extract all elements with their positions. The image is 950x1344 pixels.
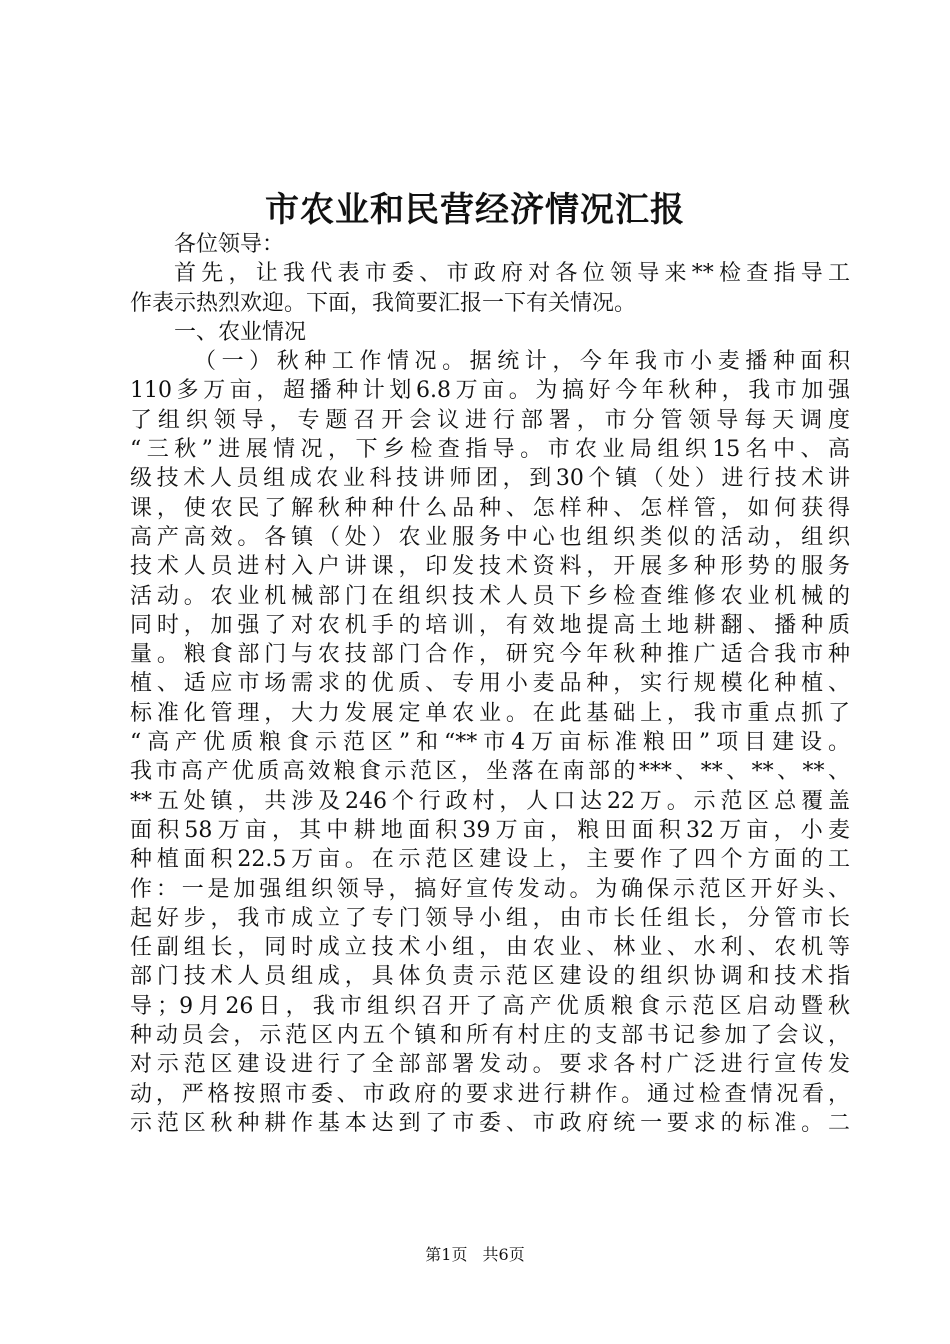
- paragraph-line: 对示范区建设进行了全部部署发动。要求各村广泛进行宣传发: [130, 1052, 850, 1078]
- paragraph-line: 了组织领导，专题召开会议进行部署，市分管领导每天调度: [130, 407, 850, 433]
- document-title: 市农业和民营经济情况汇报: [265, 190, 685, 230]
- salutation-line: 各位领导：: [174, 232, 285, 257]
- paragraph-line: 面积58万亩，其中耕地面积39万亩，粮田面积32万亩，小麦: [130, 817, 850, 843]
- paragraph-line: 示范区秋种耕作基本达到了市委、市政府统一要求的标准。二: [130, 1110, 850, 1136]
- paragraph-line: 作：一是加强组织领导，搞好宣传发动。为确保示范区开好头、: [130, 876, 850, 902]
- page-total: 共6页: [482, 1245, 525, 1264]
- paragraph-line: 任副组长，同时成立技术小组，由农业、林业、水利、农机等: [130, 935, 850, 961]
- paragraph-line: 技术人员进村入户讲课，印发技术资料，开展多种形势的服务: [130, 554, 850, 580]
- paragraph-line: 起好步，我市成立了专门领导小组，由市长任组长，分管市长: [130, 905, 850, 931]
- paragraph-line: 作表示热烈欢迎。下面，我简要汇报一下有关情况。: [130, 290, 637, 316]
- paragraph-line: 我市高产优质高效粮食示范区，坐落在南部的***、**、**、**、: [130, 759, 850, 785]
- page-footer: [0, 1244, 950, 1266]
- paragraph-line: （一）秋种工作情况。据统计，今年我市小麦播种面积: [194, 349, 850, 375]
- paragraph-line: 110多万亩，超播种计划6.8万亩。为搞好今年秋种，我市加强: [130, 378, 850, 404]
- paragraph-line: “高产优质粮食示范区”和“**市4万亩标准粮田”项目建设。: [130, 730, 850, 756]
- paragraph-line: 课，使农民了解秋种种什么品种、怎样种、怎样管，如何获得: [130, 495, 850, 521]
- paragraph-line: 部门技术人员组成，具体负责示范区建设的组织协调和技术指: [130, 964, 850, 990]
- paragraph-line: **五处镇，共涉及246个行政村，人口达22万。示范区总覆盖: [130, 788, 850, 814]
- paragraph-line: 高产高效。各镇（处）农业服务中心也组织类似的活动，组织: [130, 524, 850, 550]
- document-body: [130, 230, 850, 1138]
- section-heading: 一、农业情况: [174, 319, 307, 345]
- paragraph-line: 级技术人员组成农业科技讲师团，到30个镇（处）进行技术讲: [130, 466, 850, 492]
- paragraph-line: 种动员会，示范区内五个镇和所有村庄的支部书记参加了会议，: [130, 1023, 850, 1049]
- paragraph-line: 活动。农业机械部门在组织技术人员下乡检查维修农业机械的: [130, 583, 850, 609]
- paragraph-line: 首先，让我代表市委、市政府对各位领导来**检查指导工: [174, 261, 850, 287]
- paragraph-line: “三秋”进展情况，下乡检查指导。市农业局组织15名中、高: [130, 437, 850, 463]
- paragraph-line: 同时，加强了对农机手的培训，有效地提高土地耕翻、播种质: [130, 612, 850, 638]
- paragraph-line: 量。粮食部门与农技部门合作，研究今年秋种推广适合我市种: [130, 642, 850, 668]
- page-number: 第1页: [425, 1245, 468, 1264]
- paragraph-line: 植、适应市场需求的优质、专用小麦品种，实行规模化种植、: [130, 671, 850, 697]
- paragraph-line: 标准化管理，大力发展定单农业。在此基础上，我市重点抓了: [130, 700, 850, 726]
- paragraph-line: 种植面积22.5万亩。在示范区建设上，主要作了四个方面的工: [130, 847, 850, 873]
- paragraph-line: 动，严格按照市委、市政府的要求进行耕作。通过检查情况看，: [130, 1081, 850, 1107]
- paragraph-line: 导；9月26日，我市组织召开了高产优质粮食示范区启动暨秋: [130, 993, 850, 1019]
